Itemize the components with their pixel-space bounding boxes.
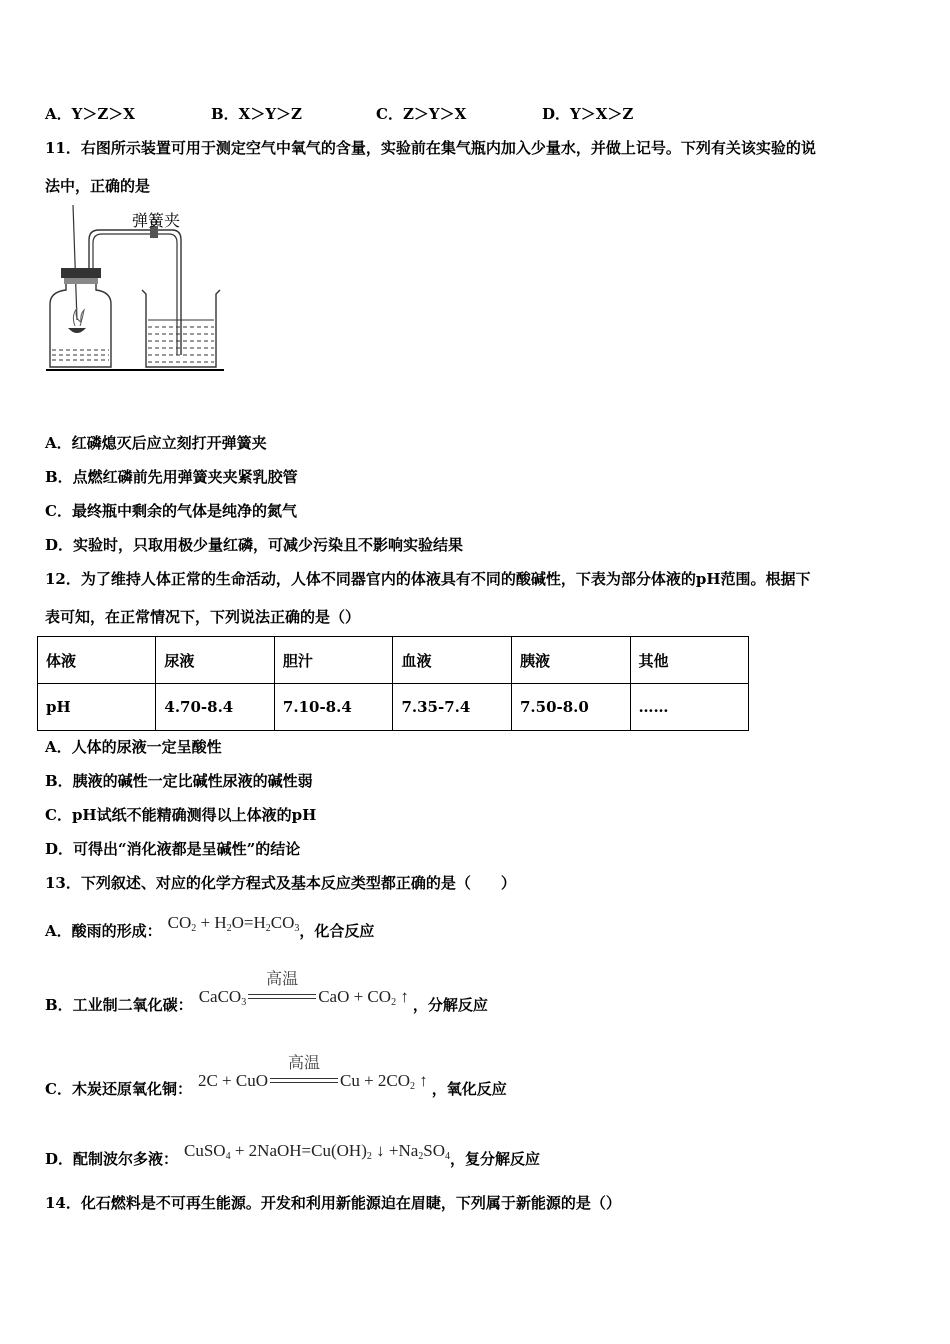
table-cell: 7.50-8.0 — [511, 684, 630, 731]
q13-option-d-suffix: ，复分解反应 — [450, 1150, 541, 1168]
q10-option-c: C．Z＞Y＞X — [376, 105, 467, 123]
equation-b: CaCO$_3$ 高温 CaO + $CO_2$ ↑ — [198, 971, 409, 1008]
q12-option-d: D．可得出“消化液都是呈碱性”的结论 — [45, 840, 301, 858]
q13-option-d-prefix: D．配制波尔多液： — [45, 1150, 179, 1168]
q14-stem: 14．化石燃料是不可再生能源。开发和利用新能源迫在眉睫，下列属于新能源的是（） — [45, 1194, 621, 1212]
q13-stem: 13．下列叙述、对应的化学方程式及基本反应类型都正确的是（ ） — [45, 874, 516, 892]
q12-option-b: B．胰液的碱性一定比碱性尿液的碱性弱 — [45, 772, 313, 790]
q13-option-d — [45, 1134, 540, 1169]
q12-option-a: A．人体的尿液一定呈酸性 — [45, 738, 222, 756]
table-cell: 尿液 — [156, 637, 275, 684]
q13-option-c-prefix: C．木炭还原氧化铜： — [45, 1080, 192, 1098]
table-cell: 胰液 — [511, 637, 630, 684]
q13-option-a-prefix: A．酸雨的形成： — [45, 922, 162, 940]
apparatus-figure — [44, 200, 229, 375]
q12-stem-line1: 12．为了维持人体正常的生命活动，人体不同器官内的体液具有不同的酸碱性，下表为部分体液的pH范围。根据下 — [45, 570, 811, 588]
table-cell: 7.10-8.4 — [274, 684, 393, 731]
q11-option-b: B．点燃红磷前先用弹簧夹夹紧乳胶管 — [45, 468, 298, 486]
equation-d: CuSO$_4$ + $2NaOH=Cu(OH)_2$ ↓ $+Na_2SO_4$ — [184, 1141, 451, 1162]
q11-stem-line2: 法中，正确的是 — [45, 177, 151, 195]
table-cell: 7.35-7.4 — [393, 684, 512, 731]
reaction-arrow: 高温 — [248, 988, 316, 1008]
table-cell: 胆汁 — [274, 637, 393, 684]
q12-option-c: C．pH试纸不能精确测得以上体液的pH — [45, 806, 317, 824]
reaction-arrow: 高温 — [270, 1072, 338, 1092]
equation-c: 2C + CuO 高温 $Cu + 2CO_2$ ↑ — [197, 1055, 428, 1092]
q10-option-d: D．Y＞X＞Z — [542, 105, 634, 123]
table-cell: …… — [630, 684, 748, 731]
q12-stem-line2: 表可知，在正常情况下，下列说法正确的是（） — [45, 608, 361, 626]
q13-option-a — [45, 906, 374, 941]
table-row — [38, 684, 749, 731]
q13-option-c-suffix: ，氧化反应 — [431, 1080, 507, 1098]
table-row — [38, 637, 749, 684]
q13-option-b-suffix: ，分解反应 — [412, 996, 488, 1014]
spring-clamp-label: 弹簧夹 — [132, 211, 181, 230]
q11-option-c: C．最终瓶中剩余的气体是纯净的氮气 — [45, 502, 297, 520]
q13-option-b-prefix: B．工业制二氧化碳： — [45, 996, 193, 1014]
q13-option-a-suffix: ，化合反应 — [299, 922, 375, 940]
ph-table — [37, 636, 749, 731]
q11-option-a: A．红磷熄灭后应立刻打开弹簧夹 — [45, 434, 267, 452]
table-cell: pH — [38, 684, 156, 731]
q13-option-c — [45, 1055, 507, 1099]
table-cell: 体液 — [38, 637, 156, 684]
q10-option-b: B．X＞Y＞Z — [211, 105, 302, 123]
q11-option-d: D．实验时，只取用极少量红磷，可减少污染且不影响实验结果 — [45, 536, 464, 554]
q11-stem-line1: 11．右图所示装置可用于测定空气中氧气的含量，实验前在集气瓶内加入少量水，并做上记号。下列有关该实验的说 — [45, 139, 816, 157]
q10-option-a: A．Y＞Z＞X — [45, 105, 135, 123]
equation-a: $CO_2 + H_2O=H_2CO_3$ — [167, 913, 300, 934]
table-cell: 4.70-8.4 — [156, 684, 275, 731]
table-cell: 其他 — [630, 637, 748, 684]
q13-option-b — [45, 971, 488, 1015]
table-cell: 血液 — [393, 637, 512, 684]
